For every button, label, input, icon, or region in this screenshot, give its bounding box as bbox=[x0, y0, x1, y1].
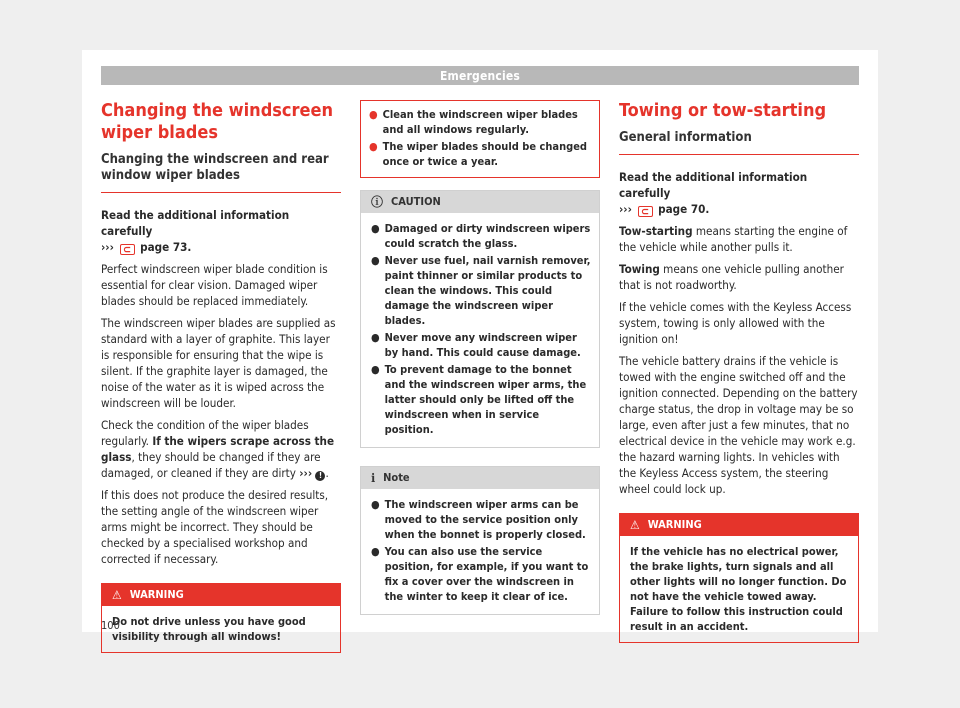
list-item-text: The wiper blades should be changed once or twice a year. bbox=[382, 140, 587, 168]
list-item-text: You can also use the service position, for example, if you want to fix a cover over the windscreen in the winter to keep it clear of ice. bbox=[384, 545, 589, 603]
list-item bbox=[371, 544, 591, 604]
paragraph: If the vehicle comes with the Keyless Access system, towing is only allowed with the ignition on! bbox=[619, 300, 852, 346]
section-subtitle: General information bbox=[619, 130, 859, 155]
cross-ref-arrows: ››› bbox=[101, 240, 114, 254]
list-item-text: To prevent damage to the bonnet and the windscreen wiper arms, the latter should only be lifted off the windscreen when in service position. bbox=[384, 363, 587, 436]
warning-header bbox=[620, 514, 858, 536]
list-item bbox=[371, 221, 591, 251]
note-box bbox=[360, 466, 600, 615]
warning-box bbox=[101, 583, 341, 653]
warning-triangle-icon: ⚠ bbox=[112, 588, 122, 602]
column-3 bbox=[619, 100, 859, 643]
cross-ref-page[interactable]: page 73. bbox=[140, 240, 192, 254]
caution-box bbox=[360, 190, 600, 448]
bullet-icon: ● bbox=[371, 498, 380, 511]
list-item-text: The windscreen wiper arms can be moved to the service position only when the bonnet is properly closed. bbox=[384, 498, 586, 541]
caution-label: CAUTION bbox=[391, 195, 441, 208]
note-label: Note bbox=[383, 471, 410, 484]
section-title: Changing the windscreen wiper blades bbox=[101, 100, 334, 143]
lead-label: Read the additional information carefully bbox=[101, 208, 290, 238]
bold-text: If the wipers scrape across the glass bbox=[101, 434, 335, 464]
book-icon: ⊂ bbox=[638, 206, 653, 217]
warning-box bbox=[619, 513, 859, 643]
list-item bbox=[369, 139, 591, 169]
lead-text bbox=[619, 169, 859, 217]
list-item bbox=[371, 330, 591, 360]
list-item-text: Never move any windscreen wiper by hand. This could cause damage. bbox=[384, 331, 581, 359]
paragraph-text: means one vehicle pulling another that is not roadworthy. bbox=[619, 262, 844, 292]
bullet-icon: ● bbox=[371, 254, 380, 267]
bullet-icon: ● bbox=[371, 363, 380, 376]
bullet-icon: ● bbox=[371, 222, 380, 235]
list-item bbox=[369, 107, 591, 137]
warning-label: WARNING bbox=[647, 518, 702, 531]
section-subtitle: Changing the windscreen and rear window wiper blades bbox=[101, 152, 341, 193]
warning-label: WARNING bbox=[129, 588, 184, 601]
caution-body bbox=[361, 213, 599, 447]
warning-dot-icon: ! bbox=[315, 471, 325, 481]
list-item-text: Damaged or dirty windscreen wipers could scratch the glass. bbox=[384, 222, 591, 250]
lead-text bbox=[101, 207, 341, 255]
paragraph: The windscreen wiper blades are supplied as standard with a layer of graphite. This layer is responsible for ensuring that the wipe is silent. If the graphite layer is damaged, the noise of the water as it is wiped across the windscreen will be louder. bbox=[101, 316, 336, 410]
bullet-icon: ● bbox=[371, 545, 380, 558]
bullet-icon: ● bbox=[369, 108, 378, 121]
warning-text: If the vehicle has no electrical power, the brake lights, turn signals and all other lights will no longer function. Do not have the vehicle towed away. Failure to follow this instruction could result in an accident. bbox=[630, 545, 847, 633]
note-icon: ℹ bbox=[371, 471, 376, 485]
cross-ref-arrows: ››› bbox=[299, 466, 313, 480]
note-header bbox=[361, 467, 599, 489]
list-item bbox=[371, 362, 591, 437]
bold-term: Tow-starting bbox=[619, 224, 693, 238]
warning-header bbox=[102, 584, 340, 606]
caution-icon: ⓘ bbox=[371, 195, 384, 209]
section-title: Towing or tow-starting bbox=[619, 100, 827, 121]
period: . bbox=[325, 466, 329, 480]
paragraph: Perfect windscreen wiper blade condition is essential for clear vision. Damaged wiper blades should be replaced immediately. bbox=[101, 262, 328, 308]
note-body bbox=[361, 489, 599, 614]
paragraph: If this does not produce the desired results, the setting angle of the windscreen wiper arms might be incorrect. They should be checked by a specialised workshop and corrected if necessary. bbox=[101, 488, 329, 566]
warning-text: Do not drive unless you have good visibility through all windows! bbox=[112, 615, 306, 643]
bullet-icon: ● bbox=[369, 140, 378, 153]
list-item bbox=[371, 253, 591, 328]
warning-triangle-icon: ⚠ bbox=[630, 518, 640, 532]
book-icon: ⊂ bbox=[120, 244, 135, 255]
paragraph-text: , they should be changed if they are damaged, or cleaned if they are dirty bbox=[101, 450, 321, 480]
list-item-text: Never use fuel, nail varnish remover, paint thinner or similar products to clean the windows. This could damage the windscreen wiper blades. bbox=[384, 254, 591, 327]
cross-ref-arrows: ››› bbox=[619, 202, 632, 216]
column-1 bbox=[101, 100, 341, 653]
caution-header bbox=[361, 191, 599, 213]
chapter-header: Emergencies bbox=[101, 66, 859, 85]
column-2 bbox=[360, 100, 600, 615]
page-number: 100 bbox=[101, 619, 120, 632]
paragraph bbox=[101, 417, 341, 481]
paragraph bbox=[619, 223, 859, 255]
paragraph-text: Check the condition of the wiper blades regularly. bbox=[101, 418, 309, 448]
paragraph bbox=[619, 261, 859, 293]
cross-ref-page[interactable]: page 70. bbox=[658, 202, 710, 216]
bold-term: Towing bbox=[619, 262, 660, 276]
paragraph-text: means starting the engine of the vehicle while another pulls it. bbox=[619, 224, 848, 254]
lead-label: Read the additional information carefully bbox=[619, 170, 808, 200]
tips-box bbox=[360, 100, 600, 178]
bullet-icon: ● bbox=[371, 331, 380, 344]
paragraph: The vehicle battery drains if the vehicle is towed with the engine switched off and the ignition connected. Depending on the battery charge status, the drop in voltage may be so large, even after just a few minutes, that no electrical device in the vehicle may work e.g. the hazard warning lights. In vehicles with the Keyless Access system, the steering wheel could lock up. bbox=[619, 354, 858, 496]
list-item-text: Clean the windscreen wiper blades and all windows regularly. bbox=[382, 108, 578, 136]
list-item bbox=[371, 497, 591, 542]
